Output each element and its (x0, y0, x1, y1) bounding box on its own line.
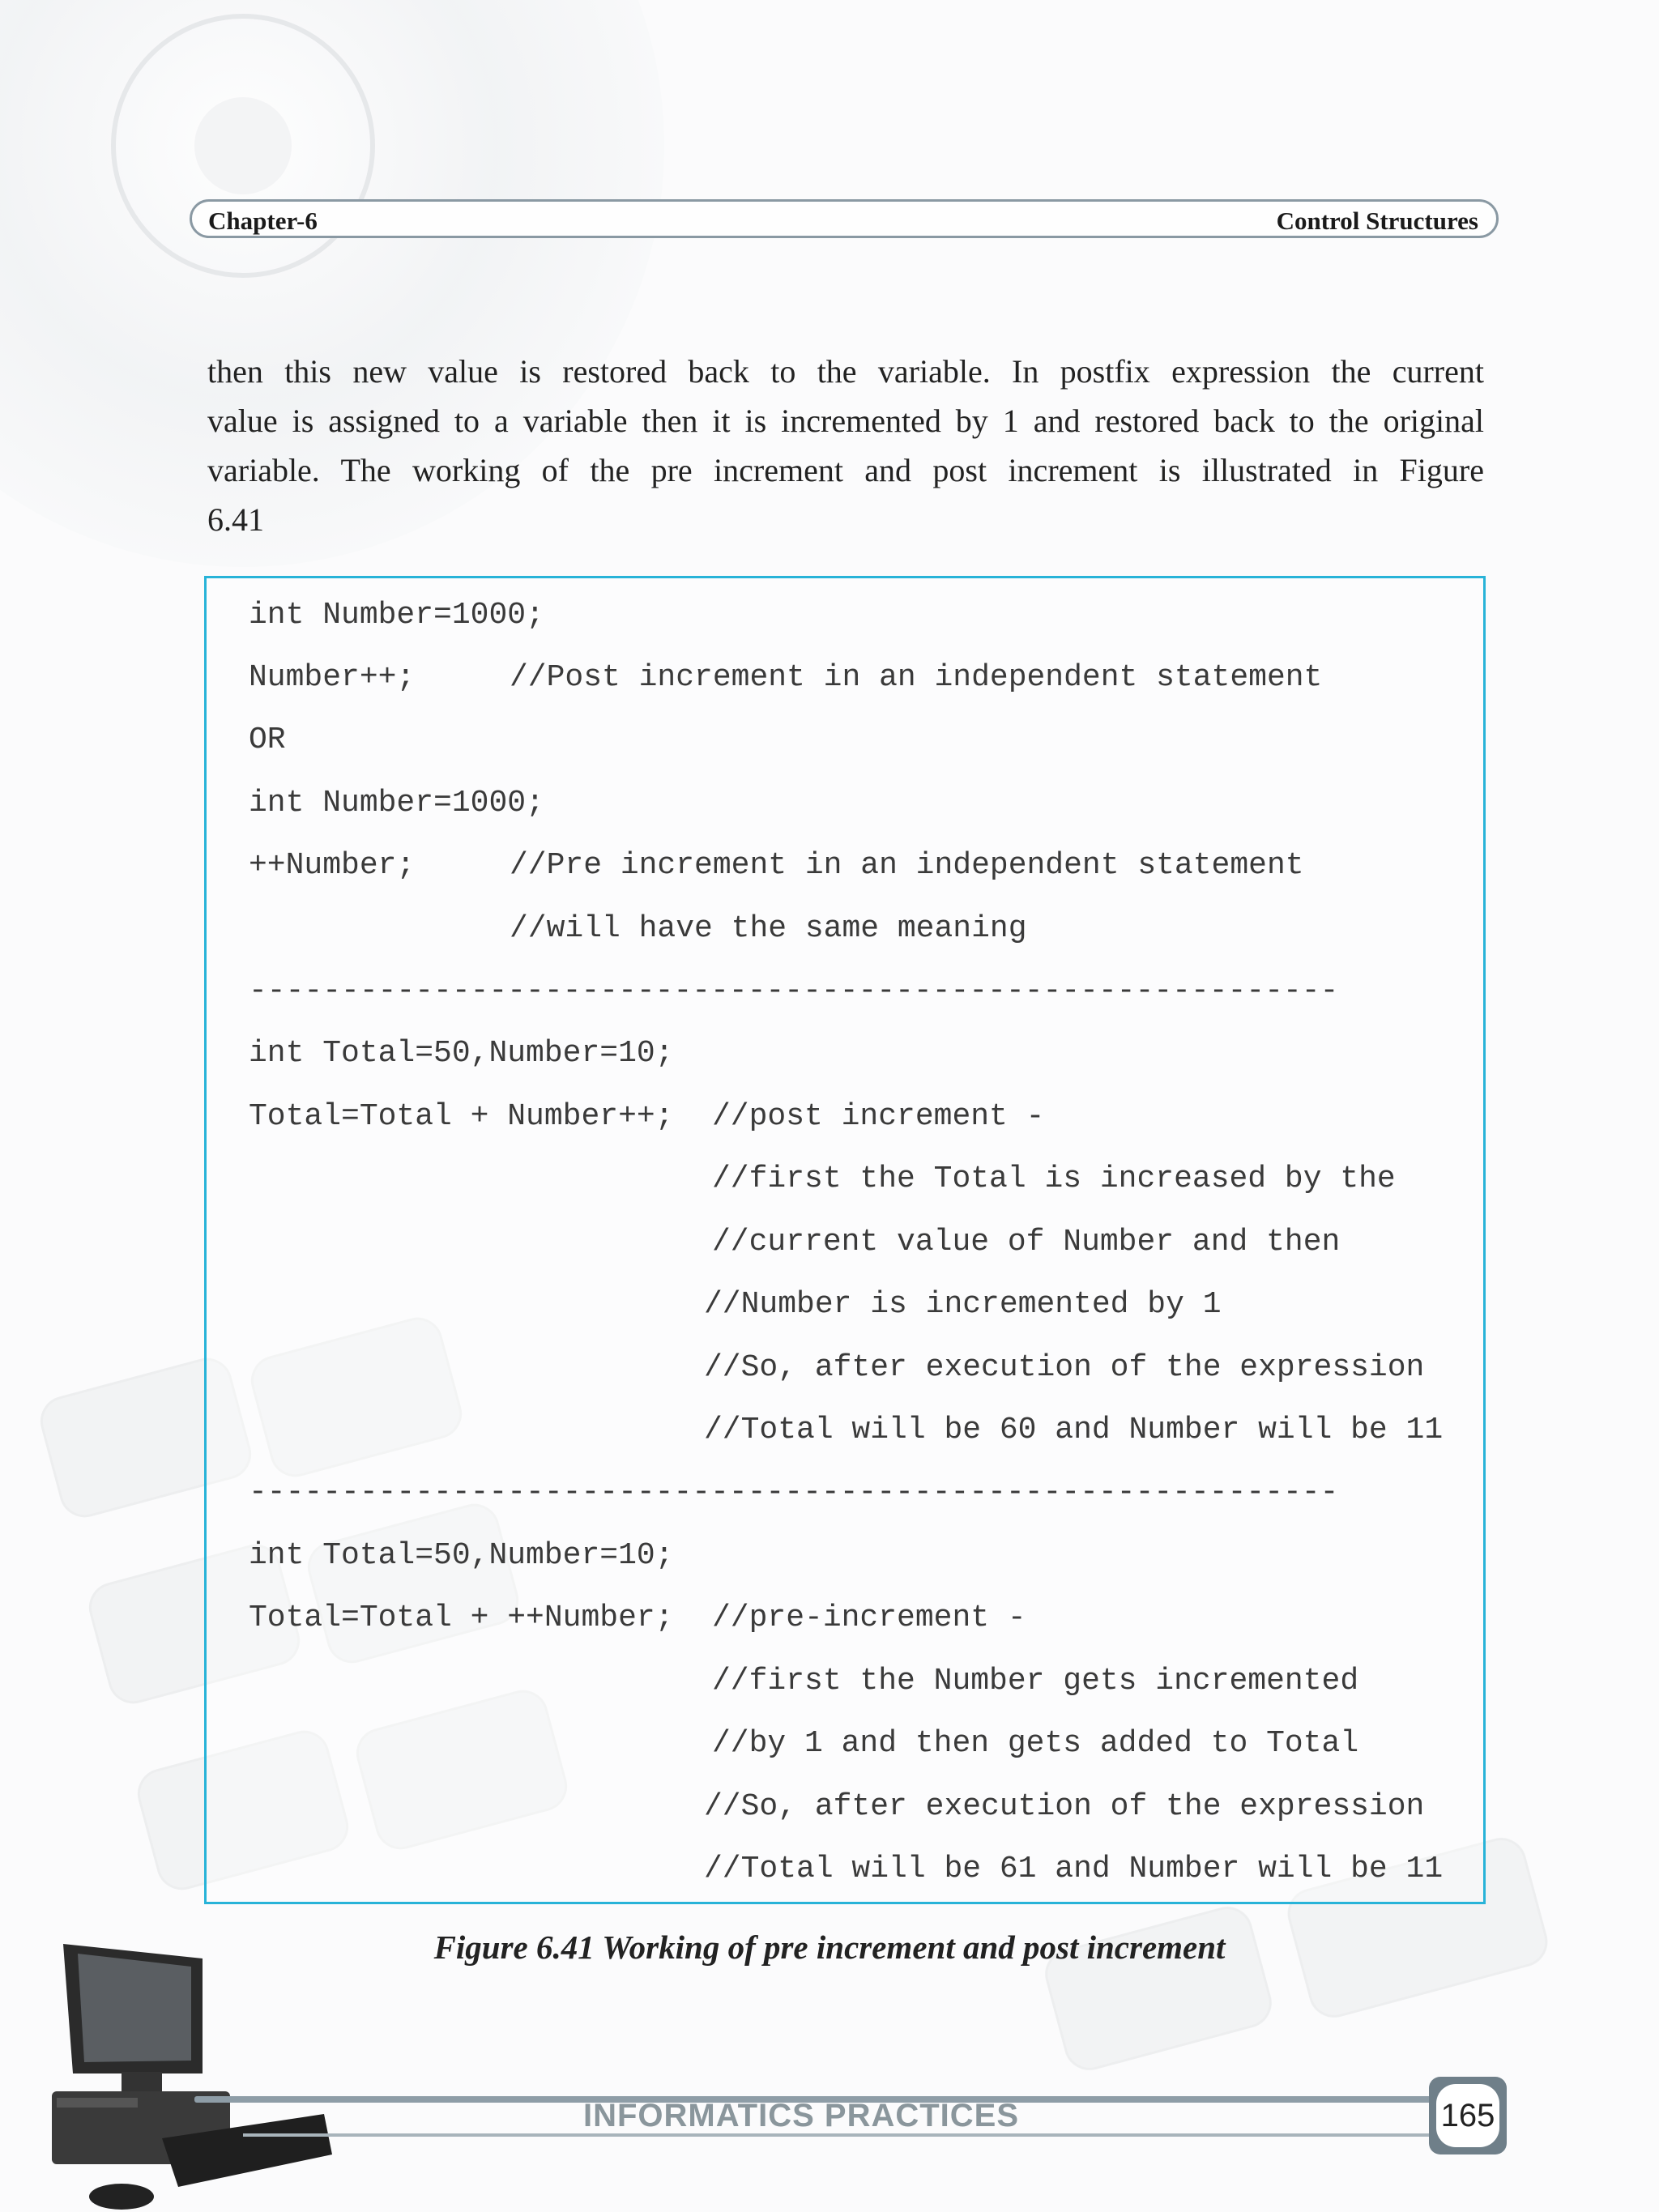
code-comment: //Post increment in an independent statement (510, 660, 1323, 695)
footer-book-title: INFORMATICS PRACTICES (583, 2098, 1020, 2133)
code-line: ++Number; (249, 848, 416, 883)
paragraph-line: 6.41 (207, 501, 264, 538)
page-number: 165 (1436, 2084, 1499, 2147)
body-paragraph (207, 347, 1484, 544)
code-comment: //Pre increment in an independent statement (510, 848, 1304, 883)
paragraph-line: variable. The working of the pre increment and post increment is illustrated in Figure (207, 452, 1484, 488)
code-comment: //current value of Number and then (712, 1225, 1341, 1259)
code-comment: //pre-increment - (712, 1600, 1026, 1635)
code-separator: ----------------------------------------------------------- (249, 974, 1339, 1008)
code-comment: //by 1 and then gets added to Total (712, 1726, 1359, 1761)
code-comment: //So, after execution of the expression (704, 1789, 1425, 1824)
code-comment: //Total will be 60 and Number will be 11 (704, 1413, 1444, 1447)
code-line: Total=Total + ++Number; (249, 1600, 674, 1635)
code-comment: //So, after execution of the expression (704, 1350, 1425, 1385)
code-line: OR (249, 722, 286, 757)
code-line: int Number=1000; (249, 786, 544, 820)
page-number-badge (1429, 2077, 1507, 2154)
paragraph-line: value is assigned to a variable then it is incremented by 1 and restored back to the original (207, 403, 1484, 439)
chapter-header-bar (190, 199, 1499, 238)
code-comment: //post increment - (712, 1099, 1045, 1134)
code-line: int Total=50,Number=10; (249, 1036, 674, 1071)
code-figure-box (204, 576, 1486, 1904)
chapter-label: Chapter-6 (208, 207, 318, 235)
section-title: Control Structures (1276, 207, 1478, 235)
code-comment: //Total will be 61 and Number will be 11 (704, 1852, 1444, 1886)
code-comment: //first the Number gets incremented (712, 1664, 1359, 1698)
paragraph-line: then this new value is restored back to the variable. In postfix expression the current (207, 353, 1484, 390)
code-line: int Total=50,Number=10; (249, 1538, 674, 1573)
code-comment: //first the Total is increased by the (712, 1161, 1396, 1196)
figure-caption: Figure 6.41 Working of pre increment and post increment (433, 1929, 1226, 1966)
code-comment: //will have the same meaning (510, 911, 1027, 946)
code-comment: //Number is incremented by 1 (704, 1287, 1222, 1322)
code-line: Number++; (249, 660, 416, 695)
code-line: Total=Total + Number++; (249, 1099, 674, 1134)
code-line: int Number=1000; (249, 598, 544, 633)
computer-icon (52, 1944, 332, 2210)
code-separator: ----------------------------------------------------------- (249, 1475, 1339, 1510)
